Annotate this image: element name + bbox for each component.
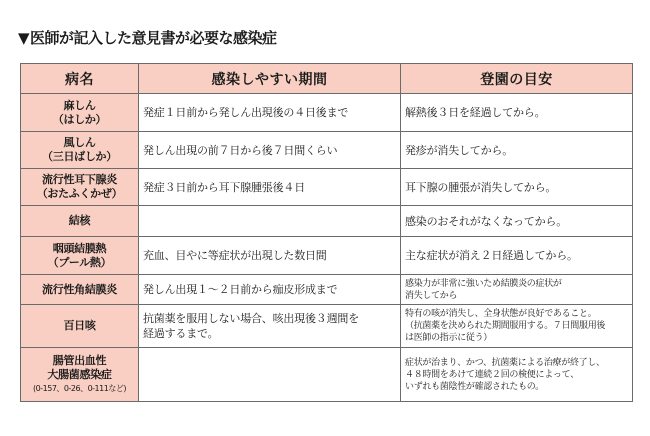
header-criteria: 登園の目安 [401, 64, 633, 94]
return-criteria: 発疹が消失してから。 [401, 132, 633, 169]
return-criteria: 症状が治まり、かつ、抗菌薬による治療が終了し、 ４８時間をあけて連続２回の検便によって、 いずれも菌陰性が確認されたもの。 [401, 348, 633, 402]
disease-name-cell [21, 348, 139, 402]
infectious-period: 発しん出現の前７日から後７日間くらい [139, 132, 401, 169]
return-criteria: 解熱後３日を経過してから。 [401, 94, 633, 132]
return-criteria: 耳下腺の腫張が消失してから。 [401, 169, 633, 206]
return-criteria: 感染のおそれがなくなってから。 [401, 206, 633, 237]
table-row [21, 206, 633, 237]
disease-name: 結核 [21, 206, 139, 237]
table-row [21, 237, 633, 275]
table-row [21, 275, 633, 305]
disease-name: 風しん （三日ばしか） [21, 132, 139, 169]
disease-name: 腸管出血性 大腸菌感染症 [47, 353, 112, 381]
infectious-period [139, 206, 401, 237]
disease-name: 麻しん （はしか） [21, 94, 139, 132]
infectious-period: 発症１日前から発しん出現後の４日後まで [139, 94, 401, 132]
header-period: 感染しやすい期間 [139, 64, 401, 94]
infectious-period: 抗菌薬を服用しない場合、咳出現後３週間を 経過するまで。 [139, 305, 401, 348]
table-row [21, 94, 633, 132]
infectious-period: 発しん出現１〜２日前から痂皮形成まで [139, 275, 401, 305]
header-name: 病名 [21, 64, 139, 94]
infection-table [20, 63, 633, 402]
disease-name: 流行性耳下腺炎 （おたふくかぜ） [21, 169, 139, 206]
disease-subtypes-note: (0-157、0-26、0-111など) [33, 383, 126, 393]
heading-text: 医師が記入した意見書が必要な感染症 [30, 29, 277, 47]
infectious-period: 発症３日前から耳下腺腫張後４日 [139, 169, 401, 206]
infectious-period [139, 348, 401, 402]
table-row [21, 348, 633, 402]
table-header-row [21, 64, 633, 94]
document-heading [18, 27, 277, 48]
disease-name: 咽頭結膜熱 （プール熱） [21, 237, 139, 275]
table-row [21, 305, 633, 348]
return-criteria: 特有の咳が消失し、全身状態が良好であること。 （抗菌薬を決められた期間服用する。７日間服用後 は医師の指示に従う） [401, 305, 633, 348]
table-row [21, 132, 633, 169]
disease-name: 百日咳 [21, 305, 139, 348]
return-criteria: 主な症状が消え２日経過してから。 [401, 237, 633, 275]
triangle-down-icon: ▼ [18, 29, 30, 47]
table-row [21, 169, 633, 206]
disease-name: 流行性角結膜炎 [21, 275, 139, 305]
return-criteria: 感染力が非常に強いため結膜炎の症状が 消失してから [401, 275, 633, 305]
infectious-period: 充血、目やに等症状が出現した数日間 [139, 237, 401, 275]
